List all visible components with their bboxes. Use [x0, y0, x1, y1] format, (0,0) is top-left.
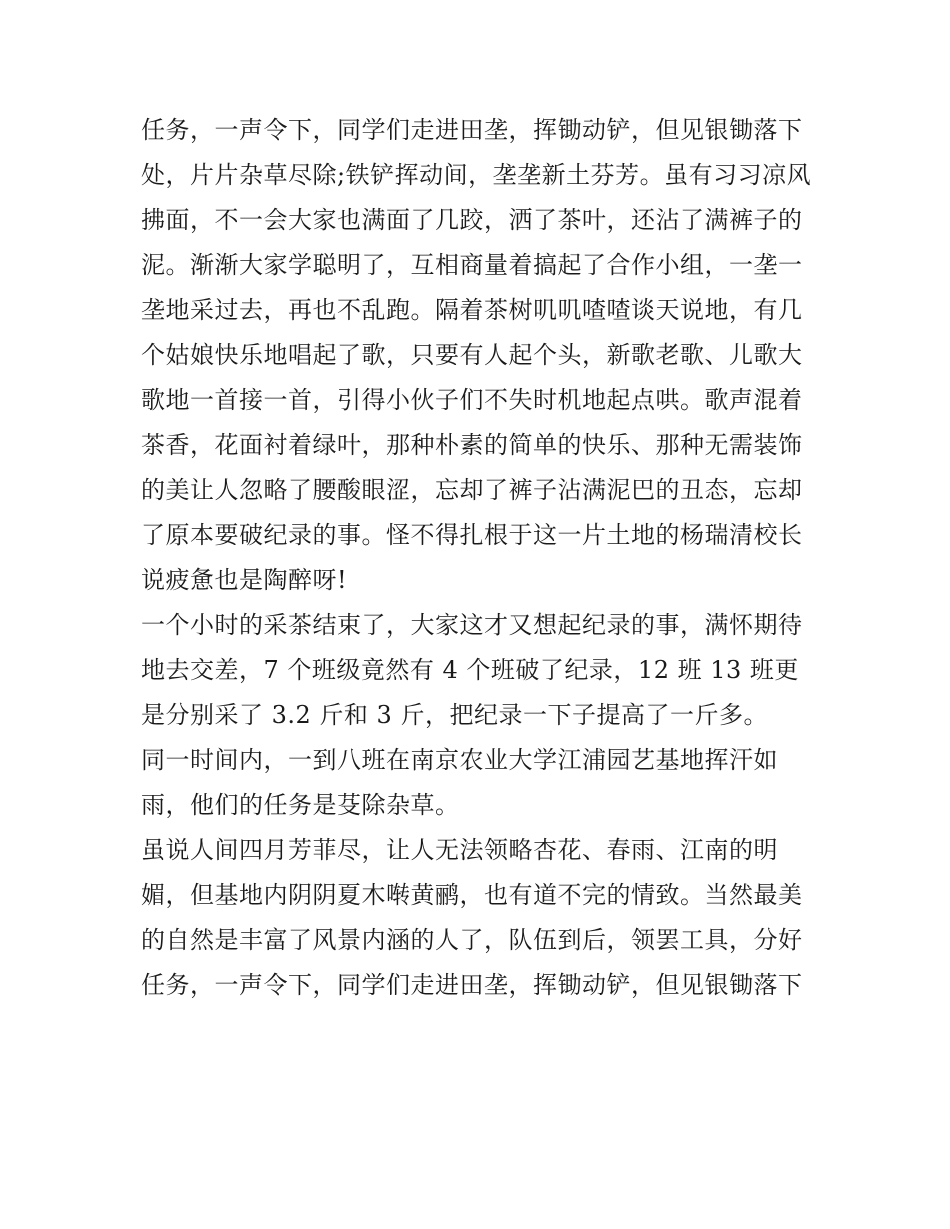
document-body: [141, 108, 821, 1008]
paragraph-weeding-task: 同一时间内，一到八班在南京农业大学江浦园艺基地挥汗如雨，他们的任务是芟除杂草。: [141, 746, 778, 819]
paragraph-base-scenery: 虽说人间四月芳菲尽，让人无法领略杏花、春雨、江南的明媚，但基地内阴阴夏木啭黄鹂，也有道不完的情致。当然最美的自然是丰富了风景内涵的人了，队伍到后，领罢工具，分好任务，一声令下，同学们走进田垄，挥锄动铲，但见银锄落下: [141, 836, 803, 999]
paragraph-tea-picking: 任务，一声令下，同学们走进田垄，挥锄动铲，但见银锄落下处，片片杂草尽除;铁铲挥动间，垄垄新土芬芳。虽有习习凉风拂面，不一会大家也满面了几跤，洒了茶叶，还沾了满裤子的泥。渐渐大家学聪明了，互相商量着搞起了合作小组，一垄一垄地采过去，再也不乱跑。隔着茶树叽叽喳喳谈天说地，有几个姑娘快乐地唱起了歌，只要有人起个头，新歌老歌、儿歌大歌地一首接一首，引得小伙子们不失时机地起点哄。歌声混着茶香，花面衬着绿叶，那种朴素的简单的快乐、那种无需装饰的美让人忽略了腰酸眼涩，忘却了裤子沾满泥巴的丑态，忘却了原本要破纪录的事。怪不得扎根于这一片土地的杨瑞清校长说疲惫也是陶醉呀!: [141, 116, 812, 594]
paragraph-record-result: 一个小时的采茶结束了，大家这才又想起纪录的事，满怀期待地去交差，7 个班级竟然有 4 个班破了纪录，12 班 13 班更是分别采了 3.2 斤和 3 斤，把纪录一下子提高了一斤多。: [141, 611, 803, 729]
